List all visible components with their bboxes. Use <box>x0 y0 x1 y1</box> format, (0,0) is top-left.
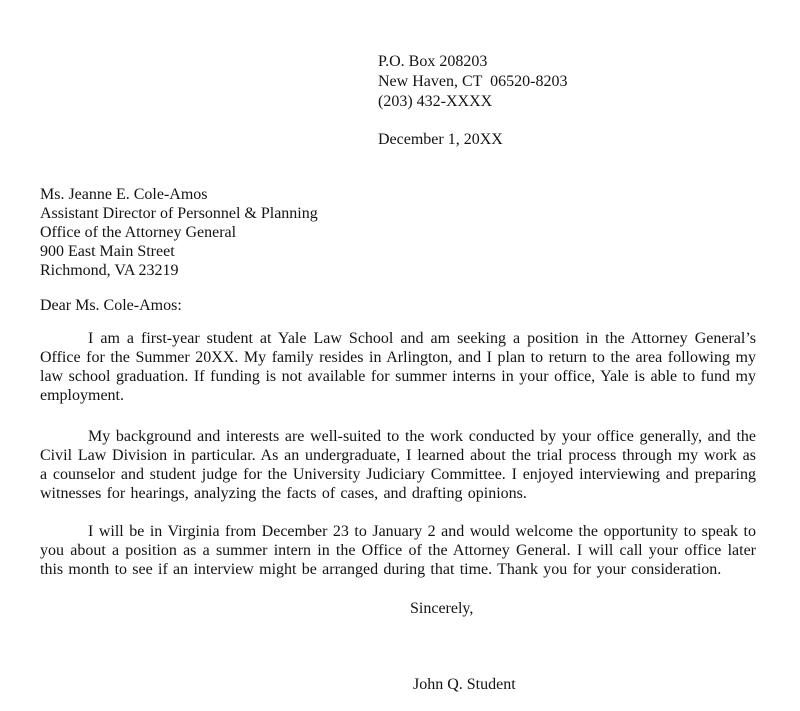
body-paragraph: I am a first-year student at Yale Law School and am seeking a position in the Attorney General’s Office for the Summer 20XX. My family resides in Arlington, and I plan to return to the area following my law school graduation. If funding is not available for summer interns in your office, Yale is able to fund my employment. <box>40 330 756 404</box>
sender-address-line: P.O. Box 208203 <box>378 53 488 70</box>
recipient-name: Ms. Jeanne E. Cole-Amos <box>40 186 208 203</box>
recipient-address-block <box>40 185 756 280</box>
closing: Sincerely, <box>410 600 474 617</box>
recipient-street: 900 East Main Street <box>40 243 175 260</box>
recipient-organization: Office of the Attorney General <box>40 224 237 241</box>
recipient-city-state-zip: Richmond, VA 23219 <box>40 262 179 279</box>
date-line: December 1, 20XX <box>378 131 503 148</box>
signature-name: John Q. Student <box>413 676 516 693</box>
body-paragraph: I will be in Virginia from December 23 to January 2 and would welcome the opportunity to speak to you about a position as a summer intern in the Office of the Attorney General. I will call your office later this month to see if an interview might be arranged during that time. Thank you for your consideration. <box>40 523 756 578</box>
body-paragraph: My background and interests are well-suited to the work conducted by your office generally, and the Civil Law Division in particular. As an undergraduate, I learned about the trial process through my work as a counselor and student judge for the University Judiciary Committee. I enjoyed interviewing and preparing witnesses for hearings, analyzing the facts of cases, and drafting opinions. <box>40 428 756 502</box>
recipient-title: Assistant Director of Personnel & Planning <box>40 205 318 222</box>
salutation: Dear Ms. Cole-Amos: <box>40 297 182 314</box>
sender-address-line: New Haven, CT 06520-8203 <box>378 73 568 90</box>
sender-address-line: (203) 432-XXXX <box>378 93 493 110</box>
sender-address-block <box>378 52 756 150</box>
